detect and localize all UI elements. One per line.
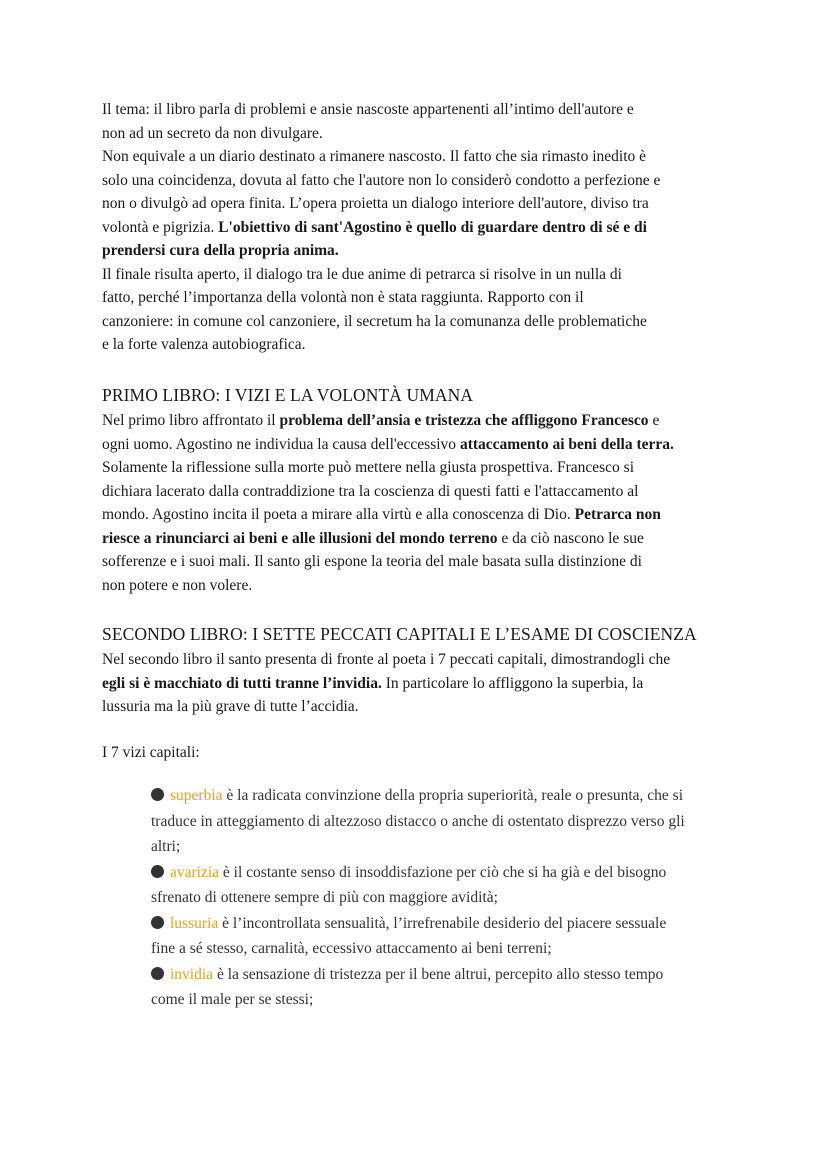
intro-line: non ad un secreto da non divulgare. (102, 124, 323, 142)
primo-line: non potere e non volere. (102, 576, 253, 594)
secondo-line: lussuria ma la più grave di tutte l’accidia. (102, 698, 359, 715)
secondo-line: egli si è macchiato di tutti tranne l’invidia. In particolare lo affliggono la superbia, la (102, 674, 644, 692)
list-item-line: sfrenato di ottenere sempre di più con maggiore avidità; (151, 889, 498, 906)
intro-line: solo una coincidenza, dovuta al fatto che l'autore non lo considerò condotto a perfezione e (102, 171, 661, 189)
intro-bold: L'obiettivo di sant'Agostino è quello di guardare dentro di sé e di (218, 218, 647, 236)
list-item-line: traduce in atteggiamento di altezzoso distacco o anche di ostentato disprezzo verso gli (151, 812, 685, 830)
bullet-icon (151, 865, 164, 878)
vizi-list (151, 783, 751, 1013)
vizi-intro-block (102, 741, 742, 765)
list-item-superbia: superbia è la radicata convinzione della propria superiorità, reale o presunta, che si (151, 783, 751, 809)
primo-line: ogni uomo. Agostino ne individua la causa dell'eccessivo attaccamento ai beni della terra. (102, 435, 674, 453)
intro-line: Non equivale a un diario destinato a rimanere nascosto. Il fatto che sia rimasto inedito è (102, 148, 647, 165)
primo-line: mondo. Agostino incita il poeta a mirare alla virtù e alla conoscenza di Dio. Petrarca non (102, 506, 661, 523)
secondo-section (102, 648, 742, 719)
intro-line: Il finale risulta aperto, il dialogo tra le due anime di petrarca si risolve in un nulla di (102, 265, 622, 283)
intro-line (102, 239, 742, 263)
list-item-line: fine a sé stesso, carnalità, eccessivo attaccamento ai beni terreni; (151, 940, 552, 957)
secondo-heading: SECONDO LIBRO: I SETTE PECCATI CAPITALI E L’ESAME DI COSCIENZA (102, 624, 697, 644)
intro-section (102, 98, 742, 357)
intro-line: Il tema: il libro parla di problemi e ansie nascoste appartenenti all’intimo dell'autore e (102, 101, 634, 118)
intro-line: non o divulgò ad opera finita. L’opera proietta un dialogo interiore dell'autore, diviso tra (102, 195, 649, 212)
list-item-lussuria: lussuria è l’incontrollata sensualità, l’irrefrenabile desiderio del piacere sessuale (151, 911, 751, 937)
primo-line: sofferenze e i suoi mali. Il santo gli espone la teoria del male basata sulla distinzione di (102, 553, 642, 570)
intro-bold: prendersi cura della propria anima. (102, 242, 339, 259)
bullet-icon (151, 788, 164, 801)
bullet-icon (151, 916, 164, 929)
primo-line: riesce a rinunciarci ai beni e alle illusioni del mondo terreno e da ciò nascono le sue (102, 529, 644, 547)
primo-line: Nel primo libro affrontato il problema dell’ansia e tristezza che affliggono Francesco e (102, 412, 660, 429)
intro-line: e la forte valenza autobiografica. (102, 336, 306, 353)
primo-line: Solamente la riflessione sulla morte può mettere nella giusta prospettiva. Francesco si (102, 459, 635, 476)
vizi-intro: I 7 vizi capitali: (102, 744, 200, 761)
intro-line: volontà e pigrizia. L'obiettivo di sant'Agostino è quello di guardare dentro di sé e di (102, 218, 647, 236)
secondo-line: Nel secondo libro il santo presenta di fronte al poeta i 7 peccati capitali, dimostrandogli che (102, 651, 671, 668)
primo-line: dichiara lacerato dalla contraddizione tra la coscienza di questi fatti e l'attaccamento al (102, 482, 639, 500)
list-item-avarizia: avarizia è il costante senso di insoddisfazione per ciò che si ha già e del bisogno (151, 860, 751, 886)
list-item-invidia: invidia è la sensazione di tristezza per il bene altrui, percepito allo stesso tempo (151, 962, 751, 988)
list-item-line: come il male per se stessi; (151, 991, 314, 1008)
bullet-icon (151, 967, 164, 980)
primo-section (102, 409, 742, 597)
list-item-line: altri; (151, 838, 181, 855)
intro-line: fatto, perché l’importanza della volontà non è stata raggiunta. Rapporto con il (102, 289, 584, 306)
primo-heading: PRIMO LIBRO: I VIZI E LA VOLONTÀ UMANA (102, 385, 474, 405)
intro-line: canzoniere: in comune col canzoniere, il secretum ha la comunanza delle problematiche (102, 312, 647, 330)
